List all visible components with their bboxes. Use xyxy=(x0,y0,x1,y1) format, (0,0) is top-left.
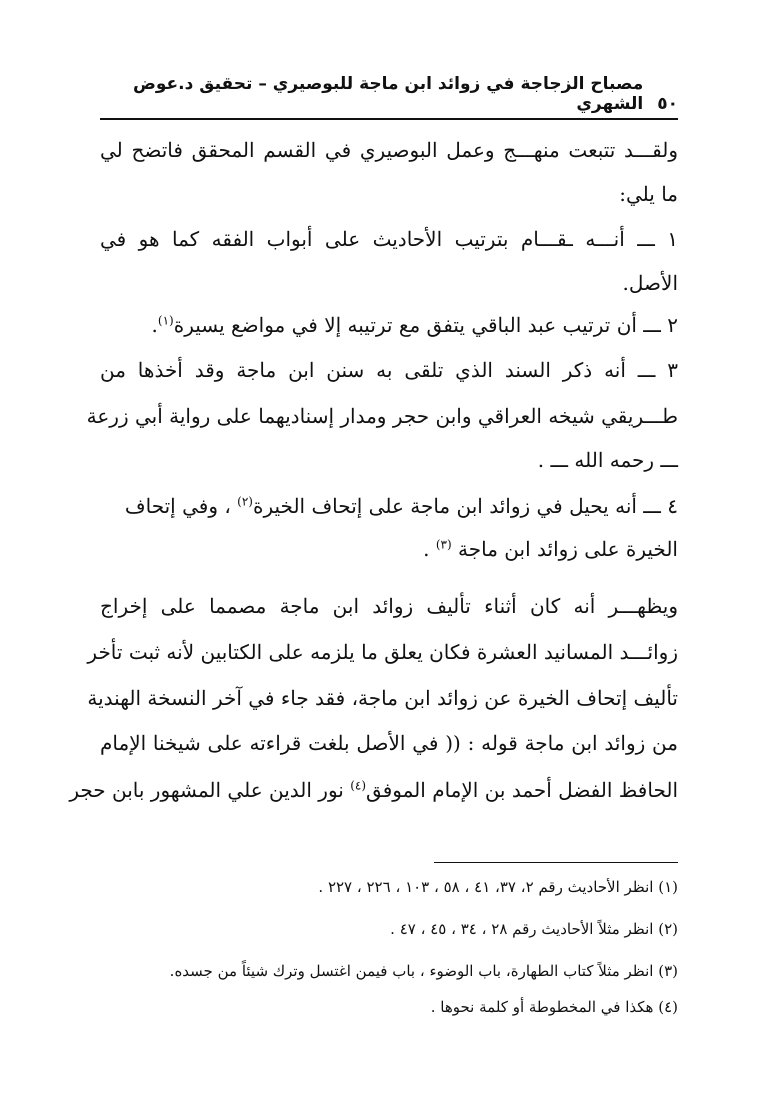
text-line: زوائـــد المسانيد العشرة فكان يعلق ما يلزمه على الكتابين لأنه ثبت تأخر xyxy=(87,640,678,664)
text-line xyxy=(100,494,678,518)
footnote-ref: (٢) xyxy=(237,494,253,509)
page-number: ٥٠ xyxy=(657,94,678,114)
running-title: مصباح الزجاجة في زوائد ابن ماجة للبوصيري – تحقيق د.عوض الشهري xyxy=(133,74,644,114)
text-line xyxy=(69,778,678,802)
footnote: (١) انظر الأحاديث رقم ٢، ٣٧، ٤١ ، ٥٨ ، ١٠٣ ، ٢٢٦ ، ٢٢٧ . xyxy=(318,878,678,896)
footnote-ref: (٤) xyxy=(350,778,367,793)
footnote: (٢) انظر مثلاً الأحاديث رقم ٢٨ ، ٣٤ ، ٤٥ ، ٤٧ . xyxy=(390,920,678,938)
text-line: الأصل. xyxy=(622,271,678,295)
text-segment: الخيرة على زوائد ابن ماجة xyxy=(458,537,678,561)
text-segment: نور الدين علي المشهور بابن حجر xyxy=(69,778,344,802)
text-segment: ، وفي إتحاف xyxy=(124,494,231,518)
footnote-ref: (٣) xyxy=(435,537,452,552)
footnote: (٣) انظر مثلاً كتاب الطهارة، باب الوضوء ، باب فيمن اغتسل وترك شيئاً من جسده. xyxy=(169,962,678,980)
text-line: تأليف إتحاف الخيرة عن زوائد ابن ماجة، فقد جاء في آخر النسخة الهندية xyxy=(87,686,678,710)
text-line: ويظهـــر أنه كان أثناء تأليف زوائد ابن ماجة مصمما على إخراج xyxy=(100,594,678,618)
main-text xyxy=(69,0,679,1109)
text-line: ولقـــد تتبعت منهـــج وعمل البوصيري في القسم المحقق فاتضح لي xyxy=(100,138,679,162)
text-line: الخيرة على زوائد ابن ماجة $^{(٣)}$ . xyxy=(423,537,678,561)
text-line: ٢ ـــ أن ترتيب عبد الباقي يتفق مع ترتيبه إلا في مواضع يسيرة$^{(١)}$. xyxy=(151,313,678,337)
text-line: ما يلي: xyxy=(619,182,678,206)
text-line: ٣ ـــ أنه ذكر السند الذي تلقى به سنن ابن ماجة وقد أخذها من xyxy=(100,358,678,382)
footnote-divider xyxy=(434,862,678,863)
text-line: ـــ رحمه الله ـــ . xyxy=(537,448,678,472)
text-line: ١ ـــ أنـــه ـقـــام بترتيب الأحاديث على أبواب الفقه كما هو في xyxy=(100,227,678,251)
text-segment: الحافظ الفضل أحمد بن الإمام الموفق xyxy=(366,778,678,802)
text-segment: ٢ ـــ أن ترتيب عبد الباقي يتفق مع ترتيبه إلا في مواضع يسيرة xyxy=(173,313,678,337)
text-segment: ٤ ـــ أنه يحيل في زوائد ابن ماجة على إتحاف الخيرة xyxy=(252,494,678,518)
footnote: (٤) هكذا في المخطوطة أو كلمة نحوها . xyxy=(430,998,678,1016)
text-line: طـــريقي شيخه العراقي وابن حجر ومدار إسناديهما على رواية أبي زرعة xyxy=(86,404,678,428)
text-line: من زوائد ابن ماجة قوله : (( في الأصل بلغت قراءته على شيخنا الإمام xyxy=(100,731,678,755)
footnote-ref: (١) xyxy=(157,313,174,328)
